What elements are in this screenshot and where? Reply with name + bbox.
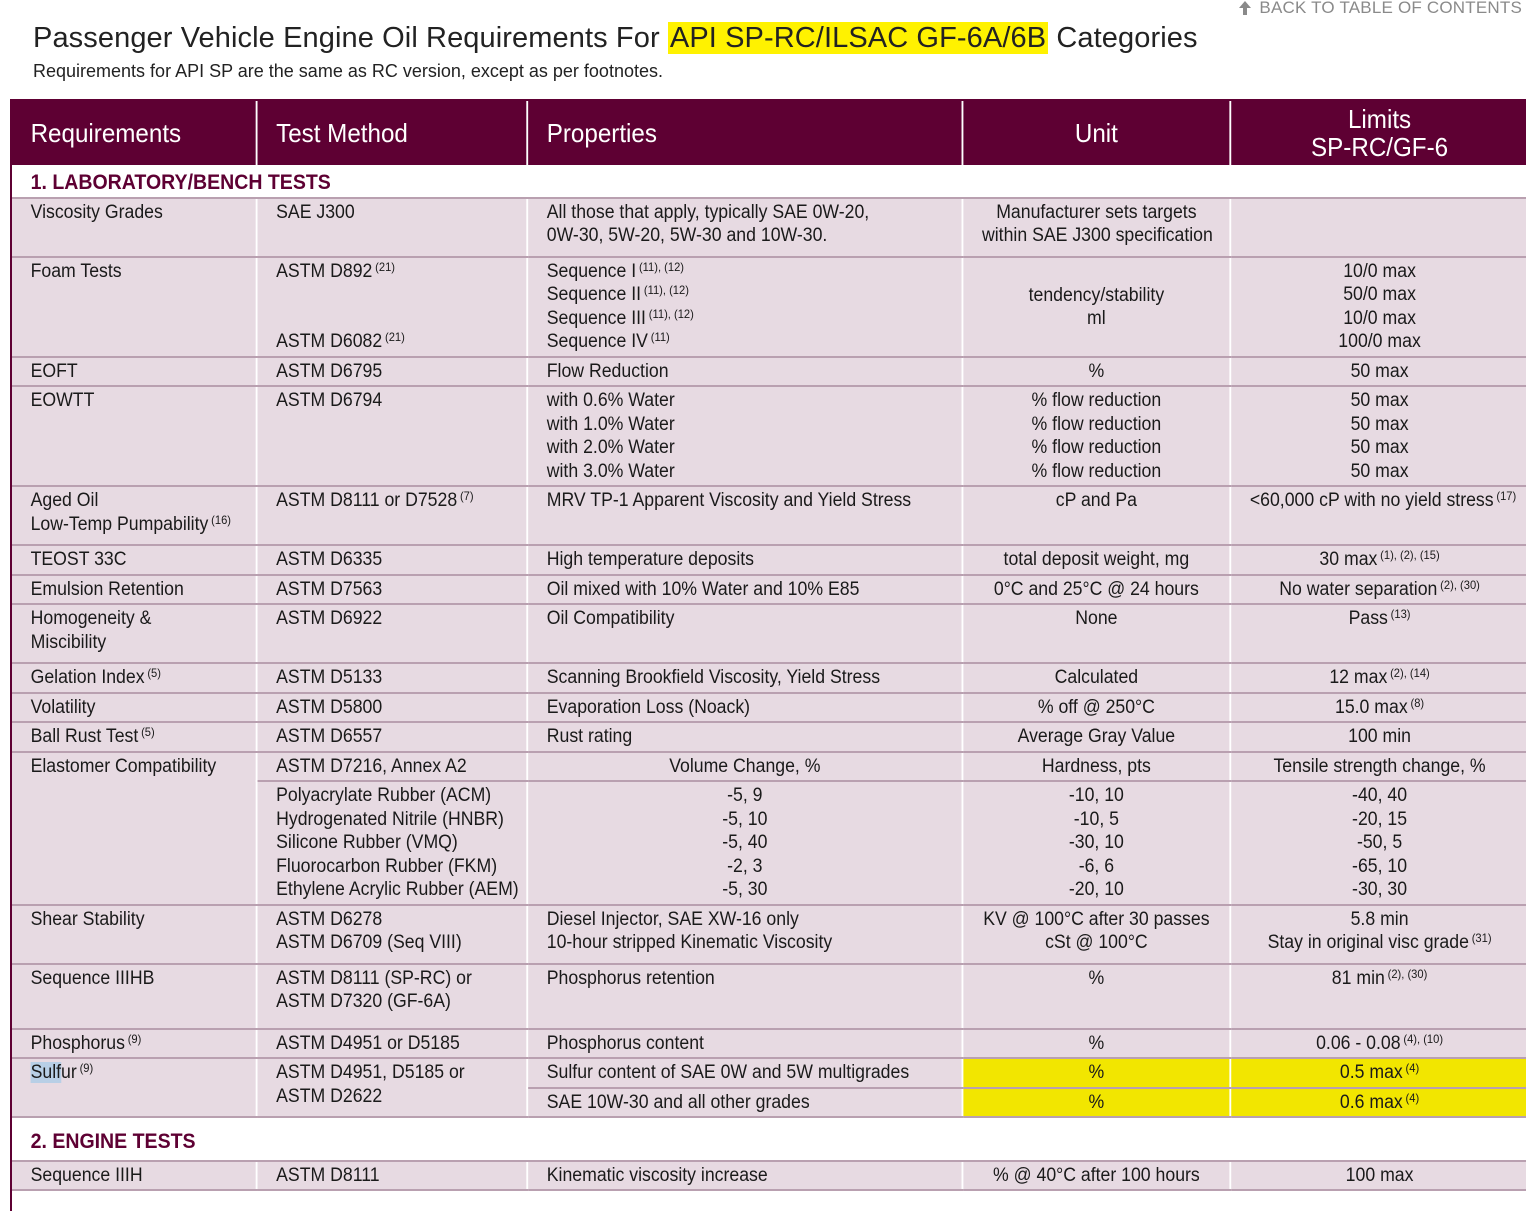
arrow-up-icon (1239, 1, 1251, 15)
table-row: SAE 10W-30 and all other grades % 0.6 max $^{(4)}$ (12, 1088, 1526, 1118)
col-header-requirements: Requirements (12, 101, 257, 165)
table-row: Sulfur $^{(9)}$ ASTM D4951, D5185 or ASTM D2622 Sulfur content of SAE 0W and 5W multigrades % 0.5 max $^{(4)}$ (12, 1058, 1526, 1088)
table-row: TEOST 33C ASTM D6335 High temperature deposits total deposit weight, mg 30 max $^{(1), (2), (15)}$ (12, 545, 1526, 575)
table-row: EOWTT ASTM D6794 with 0.6% Water with 1.0% Water with 2.0% Water with 3.0% Water % flow reduction % flow reduction % flow reduction % flow reduction 50 max 50 max 50 max 50 max (12, 386, 1526, 486)
table-row: Emulsion Retention ASTM D7563 Oil mixed with 10% Water and 10% E85 0°C and 25°C @ 24 hours No water separation $^{(2), (30)}$ (12, 575, 1526, 605)
table-row: Sequence IIIHB ASTM D8111 (SP-RC) or ASTM D7320 (GF-6A) Phosphorus retention % 81 min $^{(2), (30)}$ (12, 964, 1526, 1029)
table-row: Elastomer Compatibility ASTM D7216, Annex A2 Volume Change, % Hardness, pts Tensile strength change, % (12, 752, 1526, 782)
col-header-unit: Unit (962, 101, 1230, 165)
table-row: Shear Stability ASTM D6278 ASTM D6709 (Seq VIII) Diesel Injector, SAE XW-16 only 10-hour stripped Kinematic Viscosity KV @ 100°C after 30 passes cSt @ 100°C 5.8 min Stay in original visc grade $^{(31)}$ (12, 905, 1526, 964)
page-title: Passenger Vehicle Engine Oil Requirements For API SP-RC/ILSAC GF-6A/6B Categories (33, 22, 1198, 54)
table-row: Aged Oil Low-Temp Pumpability $^{(16)}$ ASTM D8111 or D7528 $^{(7)}$ MRV TP-1 Apparent Viscosity and Yield Stress cP and Pa <60,000 cP with no yield stress $^{(17)}$ (12, 486, 1526, 545)
requirements-table (10, 99, 1526, 1211)
table-row: Gelation Index $^{(5)}$ ASTM D5133 Scanning Brookfield Viscosity, Yield Stress Calculated 12 max $^{(2), (14)}$ (12, 663, 1526, 693)
table-row: Foam Tests ASTM D892 $^{(21)}$ ASTM D6082 $^{(21)}$ Sequence I $^{(11), (12)}$ Sequence II $^{(11), (12)}$ Sequence III $^{(11), (12)}$ Sequence IV $^{(11)}$ tendency/stability ml 10/0 max 50/0 max 10/0 max 100/0 max (12, 257, 1526, 357)
table-header-row (12, 101, 1526, 165)
table-row: Viscosity Grades SAE J300 All those that apply, typically SAE 0W-20, 0W-30, 5W-20, 5W-30 and 10W-30. Manufacturer sets targets within SAE J300 specification (12, 198, 1526, 257)
table-row: Phosphorus $^{(9)}$ ASTM D4951 or D5185 Phosphorus content % 0.06 - 0.08 $^{(4), (10)}$ (12, 1029, 1526, 1059)
back-to-toc-label: BACK TO TABLE OF CONTENTS (1259, 0, 1522, 17)
title-highlight: API SP-RC/ILSAC GF-6A/6B (669, 22, 1047, 54)
table-row: Volatility ASTM D5800 Evaporation Loss (Noack) % off @ 250°C 15.0 max $^{(8)}$ (12, 693, 1526, 723)
highlighted-cell: % (962, 1088, 1230, 1118)
text-selection: Sulf (30, 1062, 62, 1083)
table-row: Polyacrylate Rubber (ACM) Hydrogenated Nitrile (HNBR) Silicone Rubber (VMQ) Fluorocarbon Rubber (FKM) Ethylene Acrylic Rubber (AEM) -5, 9 -5, 10 -5, 40 -2, 3 -5, 30 -10, 10 -10, 5 -30, 10 -6, 6 -20, 10 -40, 40 -20, 15 -50, 5 -65, 10 -30, 30 (12, 781, 1526, 905)
highlighted-cell: % (962, 1058, 1230, 1088)
col-header-limits: Limits SP-RC/GF-6 (1230, 101, 1526, 165)
table-row: Sequence IIIH ASTM D8111 Kinematic viscosity increase % @ 40°C after 100 hours 100 max (12, 1161, 1526, 1191)
table-row: EOFT ASTM D6795 Flow Reduction % 50 max (12, 357, 1526, 387)
col-header-test-method: Test Method (257, 101, 528, 165)
page-subtitle: Requirements for API SP are the same as RC version, except as per footnotes. (33, 61, 663, 81)
back-to-toc-link[interactable] (1239, 0, 1522, 18)
highlighted-cell: 0.6 max $^{(4)}$ (1230, 1088, 1526, 1118)
table-row: Homogeneity & Miscibility ASTM D6922 Oil Compatibility None Pass $^{(13)}$ (12, 604, 1526, 663)
highlighted-cell: 0.5 max $^{(4)}$ (1230, 1058, 1526, 1088)
col-header-properties: Properties (527, 101, 962, 165)
section-header: 1. LABORATORY/BENCH TESTS (12, 165, 1526, 198)
table-row: Ball Rust Test $^{(5)}$ ASTM D6557 Rust rating Average Gray Value 100 min (12, 722, 1526, 752)
section-header: 2. ENGINE TESTS (12, 1117, 1526, 1161)
